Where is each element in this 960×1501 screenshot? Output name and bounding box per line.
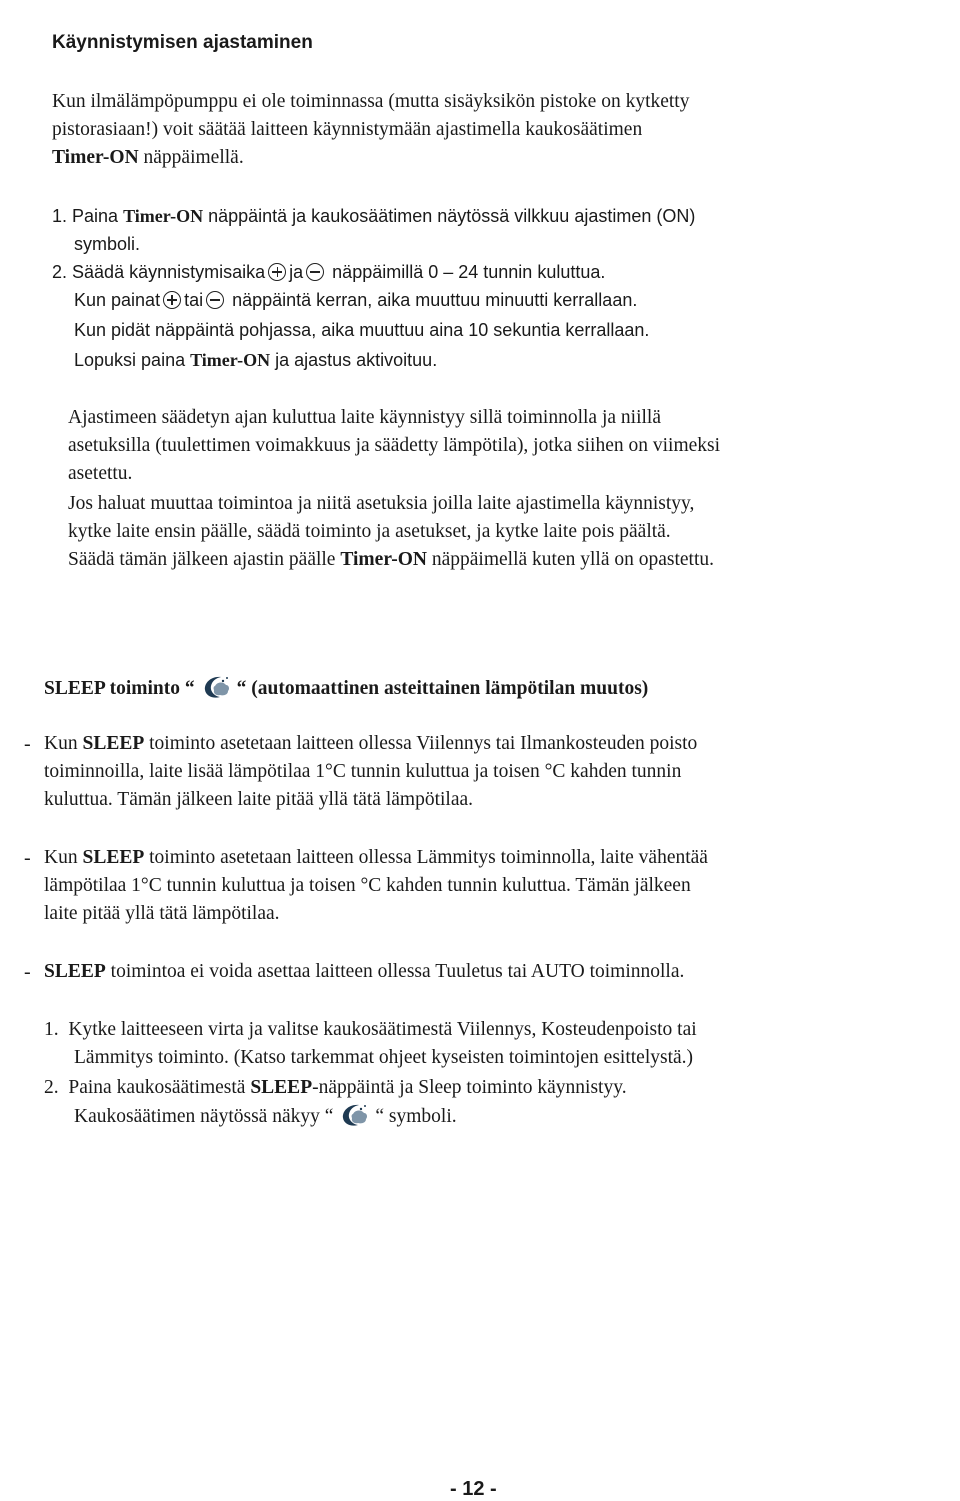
- para2-line-3: Säädä tämän jälkeen ajastin päälle Timer-ON näppäimellä kuten yllä on opastettu.: [68, 549, 715, 570]
- sleep-moon-icon: [201, 674, 231, 700]
- sleep-bullet-2-line-1: Kun SLEEP toiminto asetetaan laitteen ollessa Lämmitys toiminnolla, laite vähentää: [44, 847, 708, 868]
- timer-step-1: 1. Paina Timer-ON näppäintä ja kaukosäätimen näytössä vilkkuu ajastimen (ON): [52, 206, 696, 226]
- sleep-bullet-2-line-2: lämpötilaa 1°C tunnin kuluttua ja toisen °C kahden tunnin kuluttua. Tämän jälkeen: [44, 875, 691, 896]
- para1-line-1: Ajastimeen säädetyn ajan kuluttua laite käynnistyy sillä toiminnolla ja niillä: [68, 407, 661, 428]
- minus-circle-icon: [306, 263, 324, 281]
- para2-line-1: Jos haluat muuttaa toimintoa ja niitä asetuksia joilla laite ajastimella käynnistyy,: [68, 493, 695, 514]
- timer-step-2-line-4: Lopuksi paina Timer-ON ja ajastus aktivoituu.: [74, 350, 438, 370]
- sleep-bullet-1-line-2: toiminnoilla, laite lisää lämpötilaa 1°C tunnin kuluttua ja toisen °C kahden tunnin: [44, 761, 682, 782]
- timer-on-label: Timer-ON: [123, 206, 204, 226]
- intro-line-3: Timer-ON näppäimellä.: [52, 147, 244, 168]
- intro-line-2: pistorasiaan!) voit säätää laitteen käynnistymään ajastimella kaukosäätimen: [52, 119, 643, 140]
- sleep-bullet-2-line-3: laite pitää yllä tätä lämpötilaa.: [44, 903, 280, 924]
- timer-step-2: 2. Säädä käynnistymisaika ja näppäimillä 0 – 24 tunnin kuluttua.: [52, 262, 606, 282]
- sleep-bullet-1-line-3: kuluttua. Tämän jälkeen laite pitää yllä tätä lämpötilaa.: [44, 789, 474, 810]
- intro-line-1: Kun ilmälämpöpumppu ei ole toiminnassa (mutta sisäyksikön pistoke on kytketty: [52, 91, 690, 112]
- sleep-step-2-line-1: 2. Paina kaukosäätimestä SLEEP-näppäintä ja Sleep toiminto käynnistyy.: [44, 1077, 627, 1098]
- sleep-bullet-1-line-1: Kun SLEEP toiminto asetetaan laitteen ollessa Viilennys tai Ilmankosteuden poisto: [44, 733, 698, 754]
- bullet-dash: -: [24, 733, 31, 755]
- section-heading-timer: Käynnistymisen ajastaminen: [52, 32, 313, 53]
- timer-on-label: Timer-ON: [190, 350, 271, 370]
- timer-step-2-line-3: Kun pidät näppäintä pohjassa, aika muuttuu aina 10 sekuntia kerrallaan.: [74, 320, 650, 340]
- timer-step-2-line-2: Kun painat tai näppäintä kerran, aika muuttuu minuutti kerrallaan.: [74, 290, 638, 310]
- timer-on-label: Timer-ON: [52, 147, 139, 168]
- sleep-step-1-line-1: 1. Kytke laitteeseen virta ja valitse kaukosäätimestä Viilennys, Kosteudenpoisto tai: [44, 1019, 697, 1040]
- plus-circle-icon: [268, 263, 286, 281]
- minus-circle-icon: [206, 291, 224, 309]
- sleep-moon-icon: [339, 1102, 369, 1128]
- sleep-step-2-line-2: Kaukosäätimen näytössä näkyy “ “ symboli.: [74, 1102, 457, 1131]
- para1-line-2: asetuksilla (tuulettimen voimakkuus ja säädetty lämpötila), jotka siihen on viimeksi: [68, 435, 721, 456]
- timer-step-1-cont: symboli.: [74, 234, 141, 254]
- para1-line-3: asetettu.: [68, 463, 133, 484]
- bullet-dash: -: [24, 847, 31, 869]
- section-heading-sleep: SLEEP toiminto “ “ (automaattinen asteittainen lämpötilan muutos): [44, 674, 648, 700]
- page-number: - 12 -: [450, 1478, 497, 1500]
- sleep-bullet-3-line-1: SLEEP toimintoa ei voida asettaa laitteen ollessa Tuuletus tai AUTO toiminnolla.: [44, 961, 685, 982]
- timer-on-label: Timer-ON: [340, 549, 427, 570]
- bullet-dash: -: [24, 961, 31, 983]
- plus-circle-icon: [163, 291, 181, 309]
- sleep-step-1-line-2: Lämmitys toiminto. (Katso tarkemmat ohjeet kyseisten toimintojen esittelystä.): [74, 1047, 694, 1068]
- para2-line-2: kytke laite ensin päälle, säädä toiminto ja asetukset, ja kytke laite pois päältä.: [68, 521, 671, 542]
